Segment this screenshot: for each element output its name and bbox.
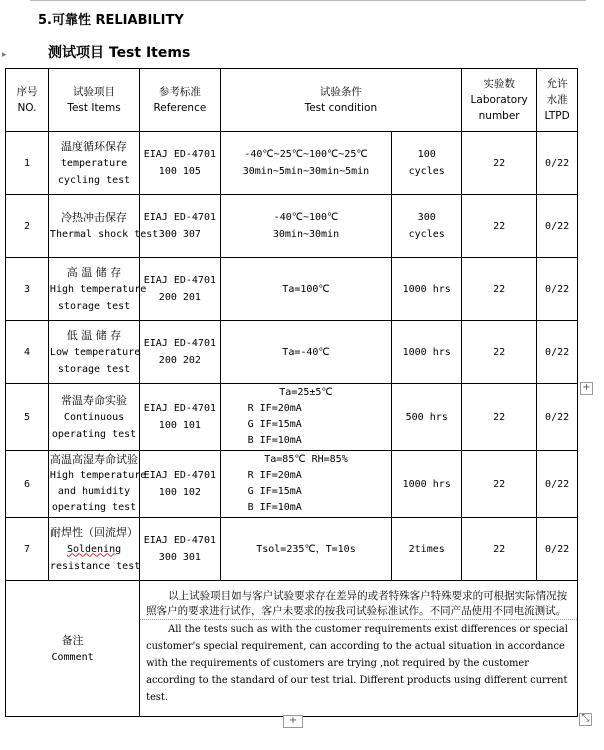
- test-item: 低 温 储 存 Low temperature storage test: [48, 321, 139, 384]
- row-number: 6: [6, 451, 49, 518]
- row-number: 4: [6, 321, 49, 384]
- test-condition: Ta=85℃ RH=85% R IF=20mA G IF=15mA B IF=10mA: [220, 451, 392, 518]
- ltpd-value: 0/22: [537, 258, 578, 321]
- ltpd-value: 0/22: [537, 132, 578, 195]
- test-item: 常温寿命实验 Continuous operating test: [48, 384, 139, 451]
- reference: EIAJ ED-4701 300 307: [140, 195, 220, 258]
- laboratory-number: 22: [462, 258, 537, 321]
- reliability-table: [5, 68, 578, 717]
- row-number: 7: [6, 518, 49, 581]
- table-row: [6, 451, 578, 518]
- laboratory-number: 22: [462, 518, 537, 581]
- test-quantity: 100 cycles: [392, 132, 462, 195]
- header-no: 序号 NO.: [6, 69, 49, 132]
- reference: EIAJ ED-4701 300 301: [140, 518, 220, 581]
- reference: EIAJ ED-4701 200 202: [140, 321, 220, 384]
- laboratory-number: 22: [462, 195, 537, 258]
- test-condition: -40℃~25℃~100℃~25℃ 30min~5min~30min~5min: [220, 132, 392, 195]
- comment-label: 备注 Comment: [6, 581, 140, 717]
- header-laboratory-number: 实验数 Laboratory number: [462, 69, 537, 132]
- test-quantity: 1000 hrs: [392, 321, 462, 384]
- header-test-items: 试验项目 Test Items: [48, 69, 139, 132]
- left-edge-marker: ▸: [2, 50, 7, 60]
- comment-text-chinese: 以上试验项目如与客户试验要求存在差异的或者特殊客户特殊要求的可根据实际情况按照客户的要求进行试作，客户未要求的按我司试验标准试作。不同产品使用不同电流测试。: [146, 590, 568, 617]
- header-ltpd: 允许 水准 LTPD: [537, 69, 578, 132]
- table-row: [6, 195, 578, 258]
- row-number: 3: [6, 258, 49, 321]
- row-number: 1: [6, 132, 49, 195]
- test-condition: Ta=25±5℃ R IF=20mA G IF=15mA B IF=10mA: [220, 384, 392, 451]
- test-item: 耐焊性（回流焊） Soldening resistance test: [48, 518, 139, 581]
- laboratory-number: 22: [462, 451, 537, 518]
- test-quantity: 1000 hrs: [392, 258, 462, 321]
- test-item: 高温高湿寿命试验 High temperature and humidity operating test: [48, 451, 139, 518]
- comment-text-english: All the tests such as with the customer requirements exist differences or special customer's special requirement, can according to the actual situation in accordance with the requirements of customers are trying ,not required by the customer according to the standard of our test trial. Different products using different current test.: [146, 624, 568, 703]
- reference: EIAJ ED-4701 100 102: [140, 451, 220, 518]
- test-condition: Ta=100℃: [220, 258, 392, 321]
- table-row: [6, 258, 578, 321]
- row-number: 5: [6, 384, 49, 451]
- comment-divider: [140, 619, 577, 620]
- header-reference: 参考标准 Reference: [140, 69, 220, 132]
- add-row-icon[interactable]: +: [283, 715, 303, 728]
- section-title: 5.可靠性 RELIABILITY: [38, 13, 184, 28]
- laboratory-number: 22: [462, 132, 537, 195]
- ltpd-value: 0/22: [537, 451, 578, 518]
- page-top-border: [30, 0, 586, 1]
- ltpd-value: 0/22: [537, 321, 578, 384]
- table-row: [6, 321, 578, 384]
- add-column-icon[interactable]: +: [580, 382, 593, 395]
- test-quantity: 500 hrs: [392, 384, 462, 451]
- test-condition: Ta=-40℃: [220, 321, 392, 384]
- reference: EIAJ ED-4701 200 201: [140, 258, 220, 321]
- subsection-title: 测试项目 Test Items: [48, 45, 191, 61]
- test-condition: -40℃~100℃ 30min~30min: [220, 195, 392, 258]
- ltpd-value: 0/22: [537, 518, 578, 581]
- reference: EIAJ ED-4701 100 105: [140, 132, 220, 195]
- test-item: 温度循环保存 temperature cycling test: [48, 132, 139, 195]
- test-item: 冷热冲击保存 Thermal shock test: [48, 195, 139, 258]
- table-row: [6, 132, 578, 195]
- laboratory-number: 22: [462, 321, 537, 384]
- test-item: 高 温 储 存 High temperature storage test: [48, 258, 139, 321]
- ltpd-value: 0/22: [537, 384, 578, 451]
- table-row: [6, 384, 578, 451]
- ltpd-value: 0/22: [537, 195, 578, 258]
- reference: EIAJ ED-4701 100 101: [140, 384, 220, 451]
- header-test-condition: 试验条件 Test condition: [220, 69, 461, 132]
- comment-text: [140, 581, 578, 717]
- comment-row: [6, 581, 578, 717]
- table-header-row: [6, 69, 578, 132]
- laboratory-number: 22: [462, 384, 537, 451]
- row-number: 2: [6, 195, 49, 258]
- table-row: [6, 518, 578, 581]
- test-quantity: 1000 hrs: [392, 451, 462, 518]
- test-quantity: 300 cycles: [392, 195, 462, 258]
- table-resize-icon[interactable]: ⤡: [579, 713, 592, 726]
- test-condition: Tsol=235℃，T=10s: [220, 518, 392, 581]
- test-quantity: 2times: [392, 518, 462, 581]
